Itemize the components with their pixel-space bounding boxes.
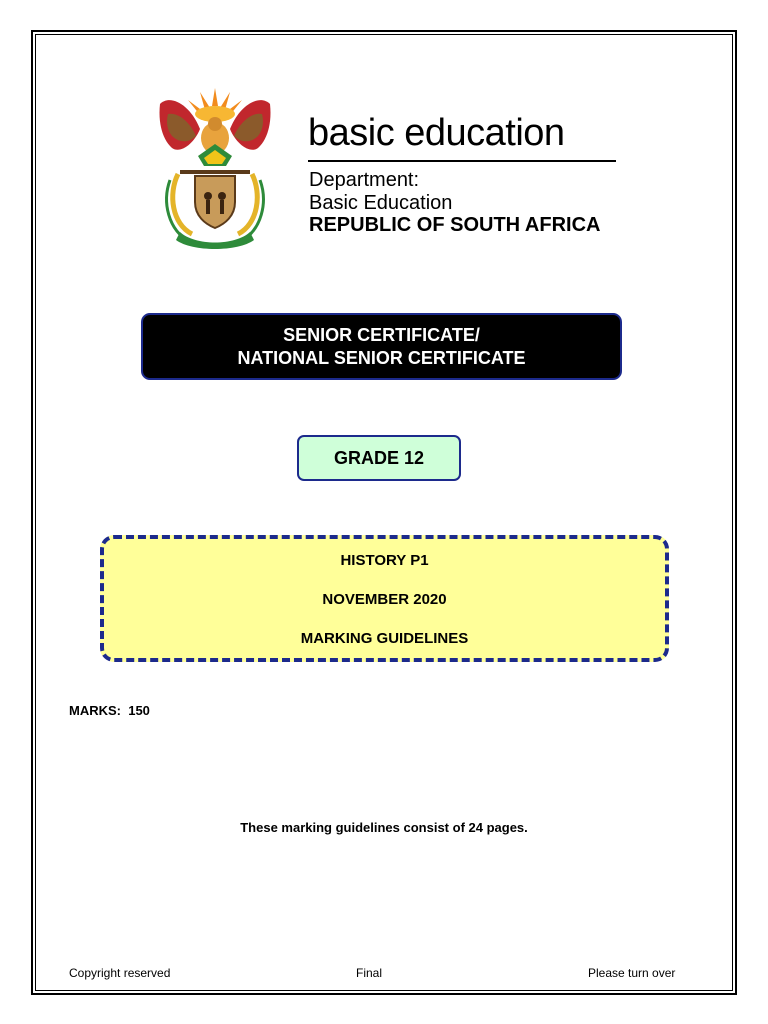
grade-badge <box>297 435 461 481</box>
certificate-line-1: SENIOR CERTIFICATE/ <box>283 324 480 345</box>
footer-status: Final <box>356 966 383 980</box>
exam-session: NOVEMBER 2020 <box>322 591 447 608</box>
department-label: Department: <box>309 169 420 191</box>
department-name: Basic Education <box>309 192 453 214</box>
total-marks: MARKS: 150 <box>69 703 150 718</box>
page-count-note: These marking guidelines consist of 24 pages. <box>240 820 528 835</box>
brand-underline <box>308 160 616 162</box>
certificate-banner <box>141 313 622 380</box>
footer-turn-over: Please turn over <box>588 966 676 980</box>
subject-paper: HISTORY P1 <box>340 552 429 569</box>
brand-title: basic education <box>308 112 565 154</box>
document-type: MARKING GUIDELINES <box>300 630 469 647</box>
subject-panel <box>100 535 669 662</box>
certificate-line-2: NATIONAL SENIOR CERTIFICATE <box>237 347 526 368</box>
footer-copyright: Copyright reserved <box>69 966 171 980</box>
coat-of-arms-icon <box>150 84 280 252</box>
grade-label: GRADE 12 <box>333 447 425 468</box>
country-name: REPUBLIC OF SOUTH AFRICA <box>309 214 601 236</box>
